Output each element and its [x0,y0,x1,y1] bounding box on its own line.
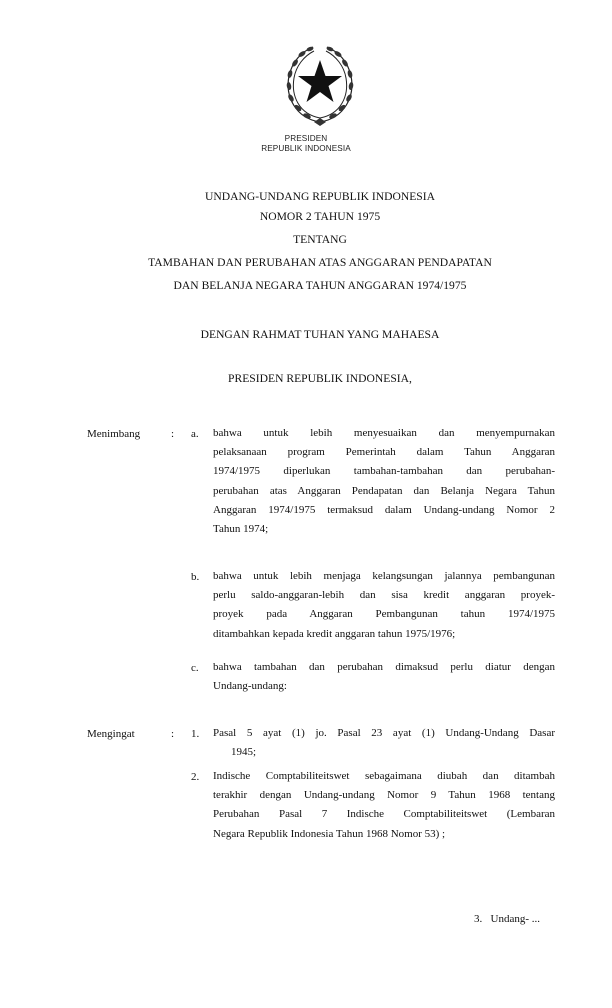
menimbang-marker-c: c. [191,662,199,674]
letterhead-line1: PRESIDEN [284,134,328,143]
presidential-emblem [281,38,359,130]
text-line: Pasal 5 ayat (1) jo. Pasal 23 ayat (1) Undang-Undang Dasar [213,727,555,739]
text-line: Indische Comptabiliteitswet sebagaimana diubah dan ditambah [213,770,555,782]
text-line: ditambahkan kepada kredit anggaran tahun 1975/1976; [213,627,456,640]
menimbang-label: Menimbang [87,428,141,440]
text-line: pelaksanaan program Pemerintah dalam Tahun Anggaran [213,446,555,459]
text-line: 1945; [231,746,257,759]
text-line: Negara Republik Indonesia Tahun 1968 Nomor 53) ; [213,827,446,840]
text-line: perlu saldo-anggaran-lebih dan sisa kredit anggaran proyek- [213,589,555,602]
mengingat-marker-2: 2. [191,771,200,783]
text-line: bahwa untuk lebih menyesuaikan dan menyempurnakan [213,427,555,439]
menimbang-marker-b: b. [191,571,200,583]
law-tentang: TENTANG [293,233,347,246]
text-line: bahwa untuk lebih menjaga kelangsungan jalannya pembangunan [213,570,555,582]
menimbang-colon: : [171,428,175,440]
menimbang-item-b [213,567,555,644]
mengingat-item-2 [213,767,555,844]
text-line: Undang-undang: [213,680,287,693]
page-continuation: 3. Undang- ... [474,913,540,925]
text-line: Anggaran 1974/1975 termaksud dalam Undang-undang Nomor 2 [213,503,555,516]
text-line: bahwa tambahan dan perubahan dimaksud perlu diatur dengan [213,661,555,673]
star-wreath-icon [281,38,359,130]
mengingat-item-1 [213,724,555,762]
law-title: UNDANG-UNDANG REPUBLIK INDONESIA [205,190,435,203]
menimbang-item-a [213,424,555,539]
text-line: perubahan atas Anggaran Pendapatan dan Belanja Negara Tahun [213,484,555,497]
text-line: Perubahan Pasal 7 Indische Comptabiliteitswet (Lembaran [213,808,555,821]
text-line: proyek pada Anggaran Pembangunan tahun 1974/1975 [213,608,555,621]
mengingat-marker-1: 1. [191,728,200,740]
text-line: terakhir dengan Undang-undang Nomor 9 Tahun 1968 tentang [213,789,555,802]
mengingat-colon: : [171,728,175,740]
law-number: NOMOR 2 TAHUN 1975 [259,210,381,223]
letterhead-line2: REPUBLIK INDONESIA [261,144,351,153]
menimbang-item-c [213,658,555,696]
mengingat-label: Mengingat [87,728,135,740]
text-line: Tahun 1974; [213,522,269,535]
blessing: DENGAN RAHMAT TUHAN YANG MAHAESA [200,328,440,341]
president-heading: PRESIDEN REPUBLIK INDONESIA, [228,372,412,385]
law-subject-line2: DAN BELANJA NEGARA TAHUN ANGGARAN 1974/1975 [173,279,467,292]
menimbang-marker-a: a. [191,428,199,440]
text-line: 1974/1975 diperlukan tambahan-tambahan dan perubahan- [213,465,555,478]
law-subject-line1: TAMBAHAN DAN PERUBAHAN ATAS ANGGARAN PENDAPATAN [148,256,492,269]
